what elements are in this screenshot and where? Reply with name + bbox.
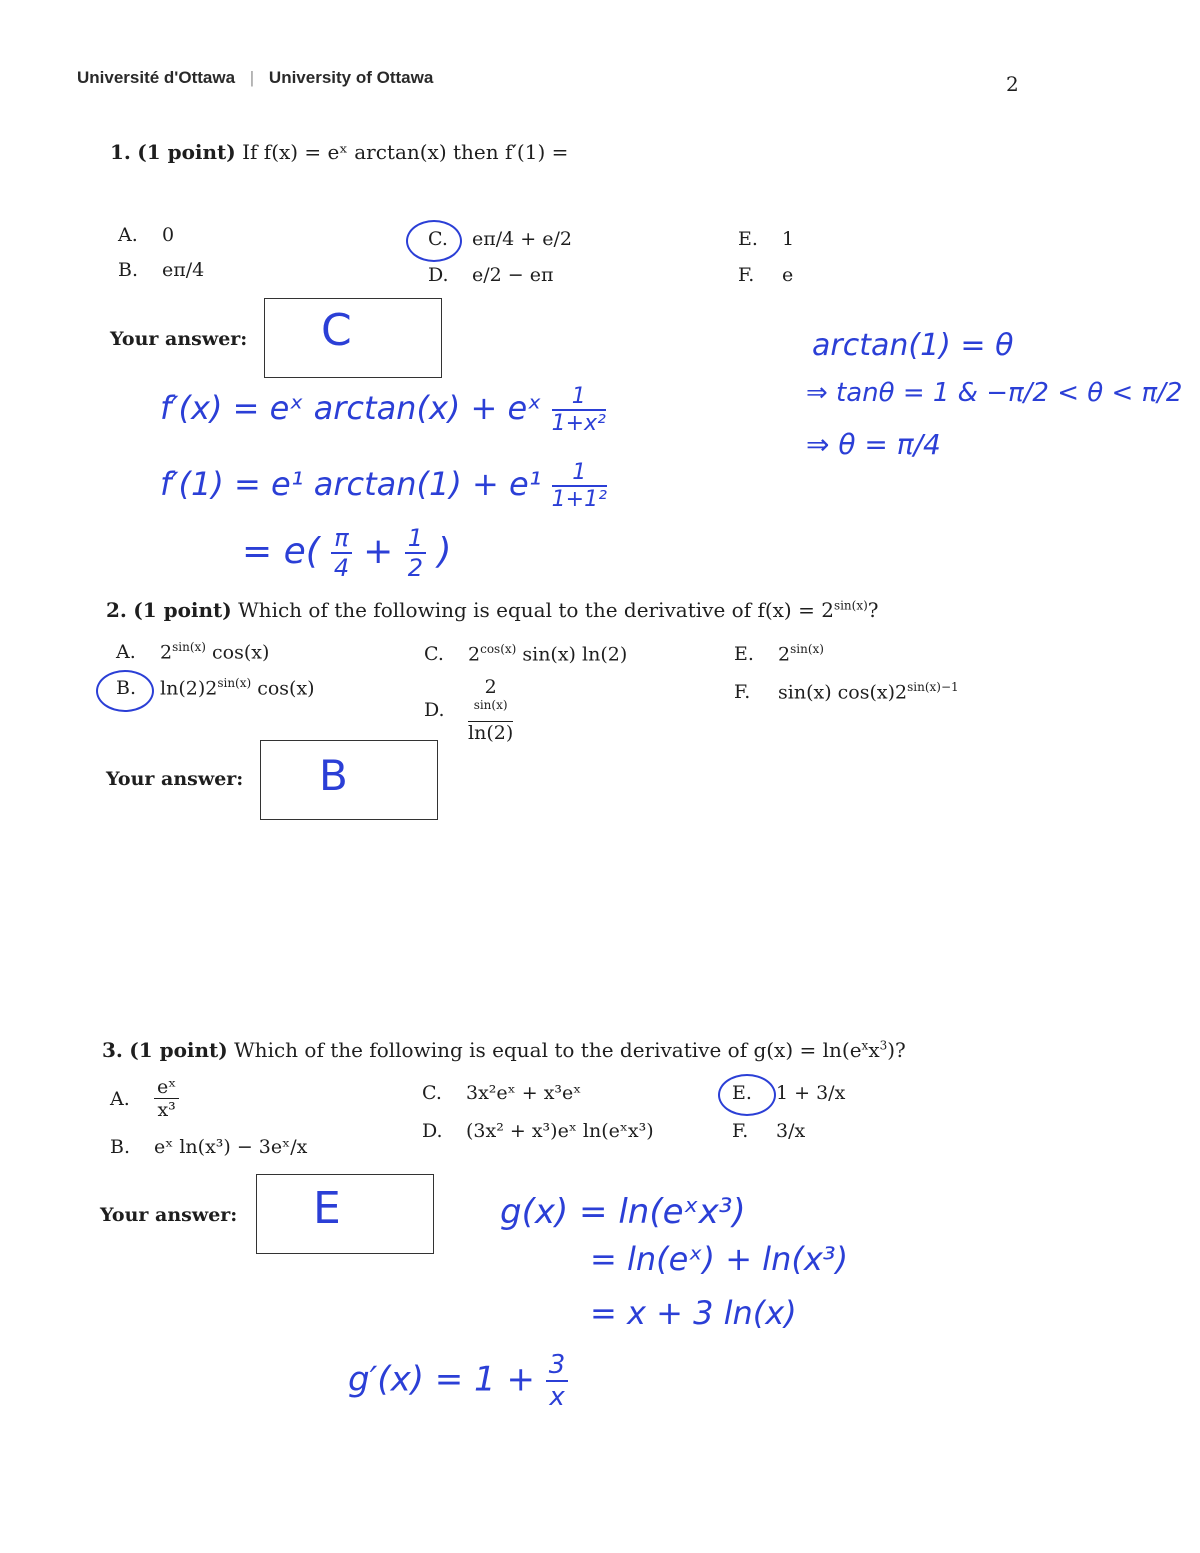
fraction-numerator: 3: [546, 1350, 569, 1382]
question-text-exponent: 3: [879, 1038, 888, 1053]
question-2: [106, 598, 879, 622]
page-header: [77, 68, 433, 88]
fraction-numerator: π: [331, 524, 351, 554]
option-exponent: sin(x): [172, 640, 206, 654]
page-number: 2: [1006, 72, 1019, 96]
work-line-2: [160, 460, 607, 512]
question-3: [102, 1038, 906, 1062]
option-fraction: [154, 1076, 179, 1121]
answer-label: Your answer:: [110, 328, 248, 350]
option-b[interactable]: [118, 259, 204, 281]
option-exponent: cos(x): [480, 642, 517, 656]
work-fraction: [552, 384, 606, 436]
work-line-2: = ln(eˣ) + ln(x³): [590, 1240, 849, 1278]
option-letter: E.: [738, 228, 758, 250]
side-work-line-3: ⇒ θ = π/4: [806, 428, 941, 461]
question-number: 1.: [110, 140, 131, 164]
work-fraction: [331, 524, 351, 582]
fraction-denominator: x: [549, 1382, 565, 1412]
option-letter: E.: [734, 643, 754, 666]
option-text: eπ/4 + e/2: [472, 228, 572, 250]
selected-answer-circle: [718, 1074, 776, 1116]
option-fraction: [468, 676, 513, 744]
option-text: 3/x: [776, 1120, 806, 1142]
option-exponent: sin(x): [473, 698, 508, 712]
answer-box[interactable]: [264, 298, 442, 378]
option-d[interactable]: [424, 676, 513, 744]
handwritten-answer: C: [321, 305, 352, 356]
selected-answer-circle: [406, 220, 462, 262]
question-text: Which of the following is equal to the derivative of f(x) = 2: [238, 598, 834, 622]
fraction-denominator: 4: [333, 554, 350, 582]
question-number: 3.: [102, 1038, 123, 1062]
selected-answer-circle: [96, 670, 154, 712]
question-text-exponent: x: [861, 1038, 869, 1053]
answer-box[interactable]: [256, 1174, 434, 1254]
option-letter: F.: [738, 264, 755, 286]
option-letter: C.: [422, 1082, 442, 1104]
option-text: 1: [782, 228, 795, 250]
option-c[interactable]: [422, 1082, 581, 1104]
option-f[interactable]: [732, 1120, 805, 1142]
option-d[interactable]: [422, 1120, 654, 1142]
option-text: 2: [778, 643, 791, 666]
question-text-exponent: sin(x): [833, 598, 868, 613]
answer-box[interactable]: [260, 740, 438, 820]
option-d[interactable]: [428, 264, 553, 286]
option-e[interactable]: [734, 642, 824, 665]
option-text: cos(x): [251, 677, 315, 700]
option-letter: B.: [110, 1136, 131, 1158]
option-letter: A.: [116, 641, 136, 664]
fraction-numerator: 1: [405, 524, 426, 554]
question-1: [110, 140, 568, 164]
work-derivative: [348, 1350, 568, 1412]
fraction-denominator: ln(2): [468, 722, 514, 745]
option-c[interactable]: [424, 642, 627, 665]
option-text: 0: [162, 224, 175, 246]
option-exponent: sin(x)−1: [907, 680, 959, 694]
option-f[interactable]: [734, 680, 959, 703]
option-text: e/2 − eπ: [472, 264, 554, 286]
option-text: sin(x) ln(2): [516, 643, 628, 666]
question-text-end: )?: [887, 1038, 906, 1062]
work-text: f′(1) = e¹ arctan(1) + e¹: [160, 465, 542, 503]
work-line-1: g(x) = ln(eˣx³): [500, 1192, 746, 1232]
option-letter: D.: [428, 264, 449, 286]
fraction-denominator: x³: [157, 1099, 176, 1121]
option-a[interactable]: [118, 224, 174, 246]
handwritten-answer: B: [319, 751, 348, 800]
university-name-en: University of Ottawa: [268, 68, 434, 87]
option-letter: A.: [110, 1087, 130, 1110]
work-text: +: [363, 531, 394, 572]
work-line-3: [242, 524, 452, 582]
option-letter: F.: [732, 1120, 749, 1142]
fraction-numerator: 1: [552, 460, 607, 487]
option-letter: B.: [116, 677, 137, 700]
option-e[interactable]: [738, 228, 794, 250]
handwritten-answer: E: [313, 1183, 341, 1234]
option-exponent: sin(x): [217, 676, 252, 690]
option-a[interactable]: [110, 1076, 179, 1121]
work-fraction: [405, 524, 426, 582]
fraction-denominator: 2: [407, 554, 424, 582]
question-points: (1 point): [129, 1038, 228, 1062]
question-points: (1 point): [133, 598, 232, 622]
answer-label: Your answer:: [100, 1204, 238, 1226]
option-text: 3x²eˣ + x³eˣ: [466, 1082, 582, 1104]
question-points: (1 point): [137, 140, 236, 164]
option-letter: A.: [118, 224, 138, 246]
option-text: e: [782, 264, 794, 286]
side-work-line-2: ⇒ tanθ = 1 & −π/2 < θ < π/2: [806, 378, 1183, 408]
option-a[interactable]: [116, 640, 269, 663]
work-fraction: [546, 1350, 569, 1412]
option-letter: D.: [422, 1120, 443, 1142]
work-text: g′(x) = 1 +: [348, 1359, 535, 1400]
option-letter: B.: [118, 259, 139, 281]
option-text: 2: [468, 643, 481, 666]
work-text: = e(: [242, 531, 320, 572]
option-text: eπ/4: [162, 259, 205, 281]
university-name-fr: Université d'Ottawa: [77, 68, 236, 87]
header-separator: |: [249, 68, 255, 87]
question-text-end: ?: [867, 598, 879, 622]
fraction-numerator: 1: [552, 384, 606, 411]
question-number: 2.: [106, 598, 127, 622]
option-f[interactable]: [738, 264, 793, 286]
option-letter: D.: [424, 699, 445, 722]
option-text: cos(x): [205, 641, 270, 664]
work-line-3: = x + 3 ln(x): [590, 1294, 797, 1332]
work-text: f′(x) = eˣ arctan(x) + eˣ: [160, 389, 542, 427]
option-text: (3x² + x³)eˣ ln(eˣx³): [466, 1120, 654, 1142]
question-text: x: [868, 1038, 880, 1062]
option-letter: F.: [734, 681, 751, 704]
answer-label: Your answer:: [106, 768, 244, 790]
work-line-1: [160, 384, 606, 436]
work-fraction: [552, 460, 607, 512]
option-text: 2: [160, 641, 173, 664]
option-text: 1 + 3/x: [776, 1082, 846, 1104]
fraction-denominator: 1+x²: [551, 411, 606, 436]
option-b[interactable]: [110, 1136, 307, 1158]
work-text: ): [437, 531, 452, 572]
fraction-numerator: 2: [484, 676, 497, 698]
side-work-line-1: arctan(1) = θ: [812, 328, 1014, 363]
question-text: Which of the following is equal to the derivative of g(x) = ln(e: [234, 1038, 862, 1062]
option-letter: C.: [424, 643, 444, 666]
option-exponent: sin(x): [790, 642, 824, 656]
option-text: eˣ ln(x³) − 3eˣ/x: [154, 1136, 308, 1158]
question-text: If f(x) = eˣ arctan(x) then f′(1) =: [242, 140, 569, 164]
option-text: sin(x) cos(x)2: [778, 681, 908, 704]
fraction-numerator: eˣ: [154, 1076, 179, 1099]
fraction-denominator: 1+1²: [551, 487, 607, 512]
option-text: ln(2)2: [160, 677, 218, 700]
option-letter: E.: [732, 1082, 752, 1104]
option-letter: C.: [428, 228, 448, 250]
